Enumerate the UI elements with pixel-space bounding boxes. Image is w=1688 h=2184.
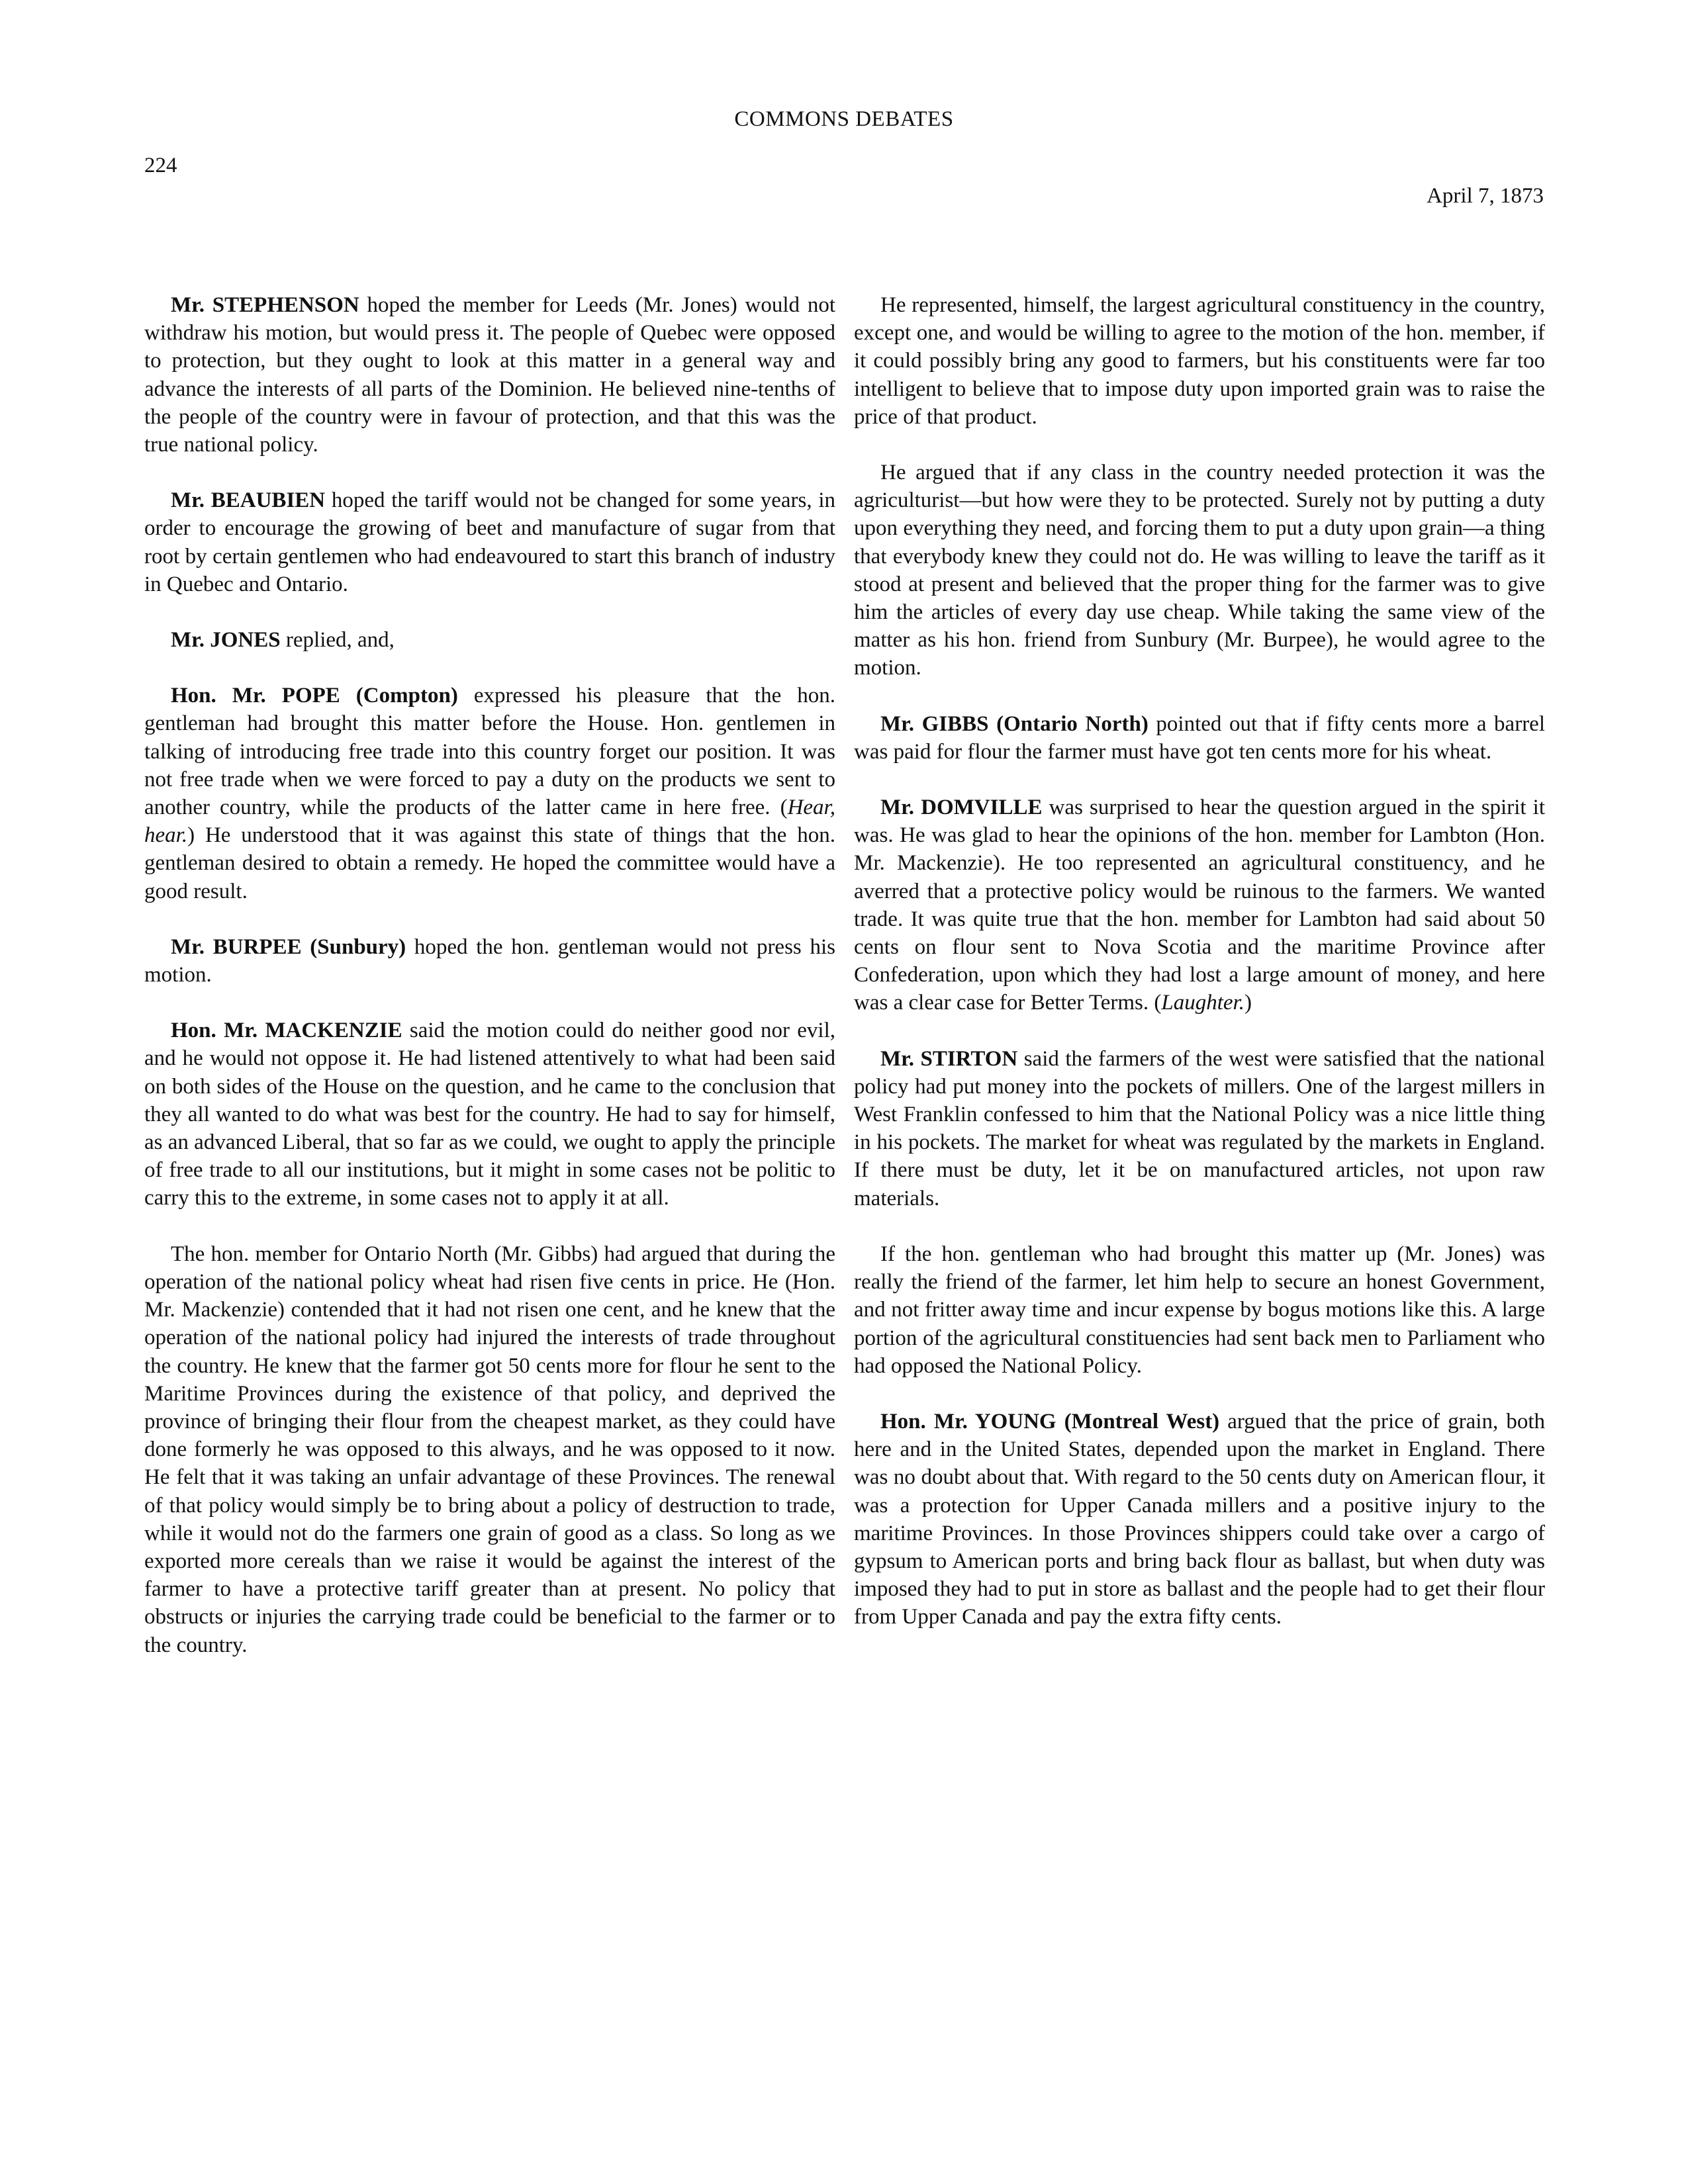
speech-text: argued that the price of grain, both here and in the United States, depended upon the market in England. There was no doubt about that. With regard to the 50 cents duty on American flour, it was a protection for Upper Canada millers and a positive injury to the maritime Provinces. In those Provinces shippers could take over a cargo of gypsum to American ports and bring back flour as ballast, but when duty was imposed they had to put in store as ballast and the people had to get their flour from Upper Canada and pay the extra fifty cents. bbox=[854, 1409, 1545, 1629]
paragraph-mackenzie-continued-3 bbox=[854, 459, 1545, 682]
speaker-name: Mr. GIBBS (Ontario North) bbox=[880, 711, 1149, 736]
speech-text: said the farmers of the west were satisfied that the national policy had put money into the pockets of millers. One of the largest millers in West Franklin confessed to him that the National Policy was a nice little thing in his pockets. The market for wheat was regulated by the markets in England. If there must be duty, let it be on manufactured articles, not upon raw materials. bbox=[854, 1046, 1545, 1210]
speech-text: ) bbox=[1244, 991, 1252, 1015]
speaker-name: Hon. Mr. MACKENZIE bbox=[171, 1019, 402, 1043]
speech-text: The hon. member for Ontario North (Mr. Gibbs) had argued that during the operation of the national policy wheat had risen five cents in price. He (Hon. Mr. Mackenzie) contended that it had not risen one cent, and he knew that the operation of the national policy had injured the interests of trade throughout the country. He knew that the farmer got 50 cents more for flour he sent to the Maritime Provinces during the existence of that policy, and deprived the province of bringing their flour from the cheapest market, as they could have done formerly he was opposed to this always, and he was opposed to it now. He felt that it was taking an unfair advantage of these Provinces. The renewal of that policy would simply be to bring about a policy of destruction to trade, while it would not do the farmers one grain of good as a class. So long as we exported more cereals than we raise it would be against the interest of the farmer to have a protective tariff greater than at present. No policy that obstructs or injuries the carrying trade could be beneficial to the farmer or to the country. bbox=[144, 1242, 835, 1657]
speech-text: hoped the hon. gentleman would not press his motion. bbox=[144, 934, 835, 987]
interjection: Hear, hear. bbox=[144, 796, 835, 848]
paragraph-pope bbox=[144, 682, 835, 905]
paragraph-domville bbox=[854, 794, 1545, 1017]
paragraph-stephenson bbox=[144, 291, 835, 459]
paragraph-mackenzie-continued bbox=[144, 1240, 835, 1659]
paragraph-burpee bbox=[144, 933, 835, 989]
right-column bbox=[854, 291, 1545, 1659]
paragraph-stirton-continued bbox=[854, 1240, 1545, 1380]
speech-text: expressed his pleasure that the hon. gentleman had brought this matter before the House. Hon. gentlemen in talking of introducing free trade into this country forget our position. It was not free trade when we were forced to pay a duty on the products we sent to another country, while the products of the latter came in here free. ( bbox=[144, 684, 835, 820]
speech-text: He argued that if any class in the country needed protection it was the agriculturist—but how were they to be protected. Surely not by putting a duty upon everything they need, and forcing them to put a duty upon grain—a thing that everybody knew they could not do. He was willing to leave the tariff as it stood at present and believed that the proper thing for the farmer was to give him the articles of every day use cheap. While taking the same view of the matter as his hon. friend from Sunbury (Mr. Burpee), he would agree to the motion. bbox=[854, 461, 1545, 680]
speaker-name: Mr. JONES bbox=[171, 628, 281, 653]
paragraph-jones bbox=[144, 626, 835, 654]
speaker-name: Mr. DOMVILLE bbox=[880, 796, 1043, 820]
speech-text: said the motion could do neither good nor evil, and he would not oppose it. He had listened attentively to what had been said on both sides of the House on the question, and he came to the conclusion that they all wanted to do what was best for the country. He had to say for himself, as an advanced Liberal, that so far as we could, we ought to apply the principle of free trade to all our institutions, but it might in some cases not be politic to carry this to the extreme, in some cases not to apply it at all. bbox=[144, 1019, 835, 1210]
speech-text: ) He understood that it was against this state of things that the hon. gentleman desired to obtain a remedy. He hoped the committee would have a good result. bbox=[144, 823, 835, 903]
left-column bbox=[144, 291, 835, 1687]
speech-text: hoped the tariff would not be changed for some years, in order to encourage the growing of beet and manufacture of sugar from that root by certain gentlemen who had endeavoured to start this branch of industry in Quebec and Ontario. bbox=[144, 488, 835, 596]
running-head: COMMONS DEBATES bbox=[734, 107, 954, 131]
speaker-name: Hon. Mr. POPE (Compton) bbox=[171, 684, 458, 708]
paragraph-mackenzie bbox=[144, 1017, 835, 1212]
speaker-name: Mr. BEAUBIEN bbox=[171, 488, 326, 513]
paragraph-mackenzie-continued-2 bbox=[854, 291, 1545, 431]
speech-text: was surprised to hear the question argued in the spirit it was. He was glad to hear the opinions of the hon. member for Lambton (Hon. Mr. Mackenzie). He too represented an agricultural constituency, and he averred that a protective policy would be ruinous to the farmers. We wanted trade. It was quite true that the hon. member for Lambton had said about 50 cents on flour sent to Nova Scotia and the maritime Province after Confederation, upon which they had lost a large amount of money, and here was a clear case for Better Terms. ( bbox=[854, 796, 1545, 1015]
paragraph-young bbox=[854, 1408, 1545, 1631]
paragraph-gibbs bbox=[854, 710, 1545, 766]
speaker-name: Mr. BURPEE (Sunbury) bbox=[171, 934, 406, 959]
date-line: April 7, 1873 bbox=[1427, 184, 1544, 208]
speech-text: If the hon. gentleman who had brought this matter up (Mr. Jones) was really the friend of the farmer, let him help to secure an honest Government, and not fritter away time and incur expense by bogus motions like this. A large portion of the agricultural constituencies had sent back men to Parliament who had opposed the National Policy. bbox=[854, 1242, 1545, 1378]
speech-text: replied, and, bbox=[280, 628, 395, 653]
speaker-name: Hon. Mr. YOUNG (Montreal West) bbox=[880, 1409, 1220, 1433]
paragraph-stirton bbox=[854, 1045, 1545, 1212]
speech-text: pointed out that if fifty cents more a barrel was paid for flour the farmer must have got ten cents more for his wheat. bbox=[854, 711, 1546, 764]
page-number: 224 bbox=[144, 154, 177, 177]
speech-text: hoped the member for Leeds (Mr. Jones) would not withdraw his motion, but would press it. The people of Quebec were opposed to protection, but they ought to look at this matter in a general way and advance the interests of all parts of the Dominion. He believed nine-tenths of the people of the country were in favour of protection, and that this was the true national policy. bbox=[144, 293, 835, 457]
speaker-name: Mr. STIRTON bbox=[880, 1046, 1018, 1071]
speech-text: He represented, himself, the largest agricultural constituency in the country, except one, and would be willing to agree to the motion of the hon. member, if it could possibly bring any good to farmers, but his constituents were far too intelligent to believe that to impose duty upon imported grain was to raise the price of that product. bbox=[854, 293, 1545, 429]
interjection: Laughter. bbox=[1161, 991, 1244, 1015]
paragraph-beaubien bbox=[144, 486, 835, 598]
speaker-name: Mr. STEPHENSON bbox=[171, 293, 359, 317]
